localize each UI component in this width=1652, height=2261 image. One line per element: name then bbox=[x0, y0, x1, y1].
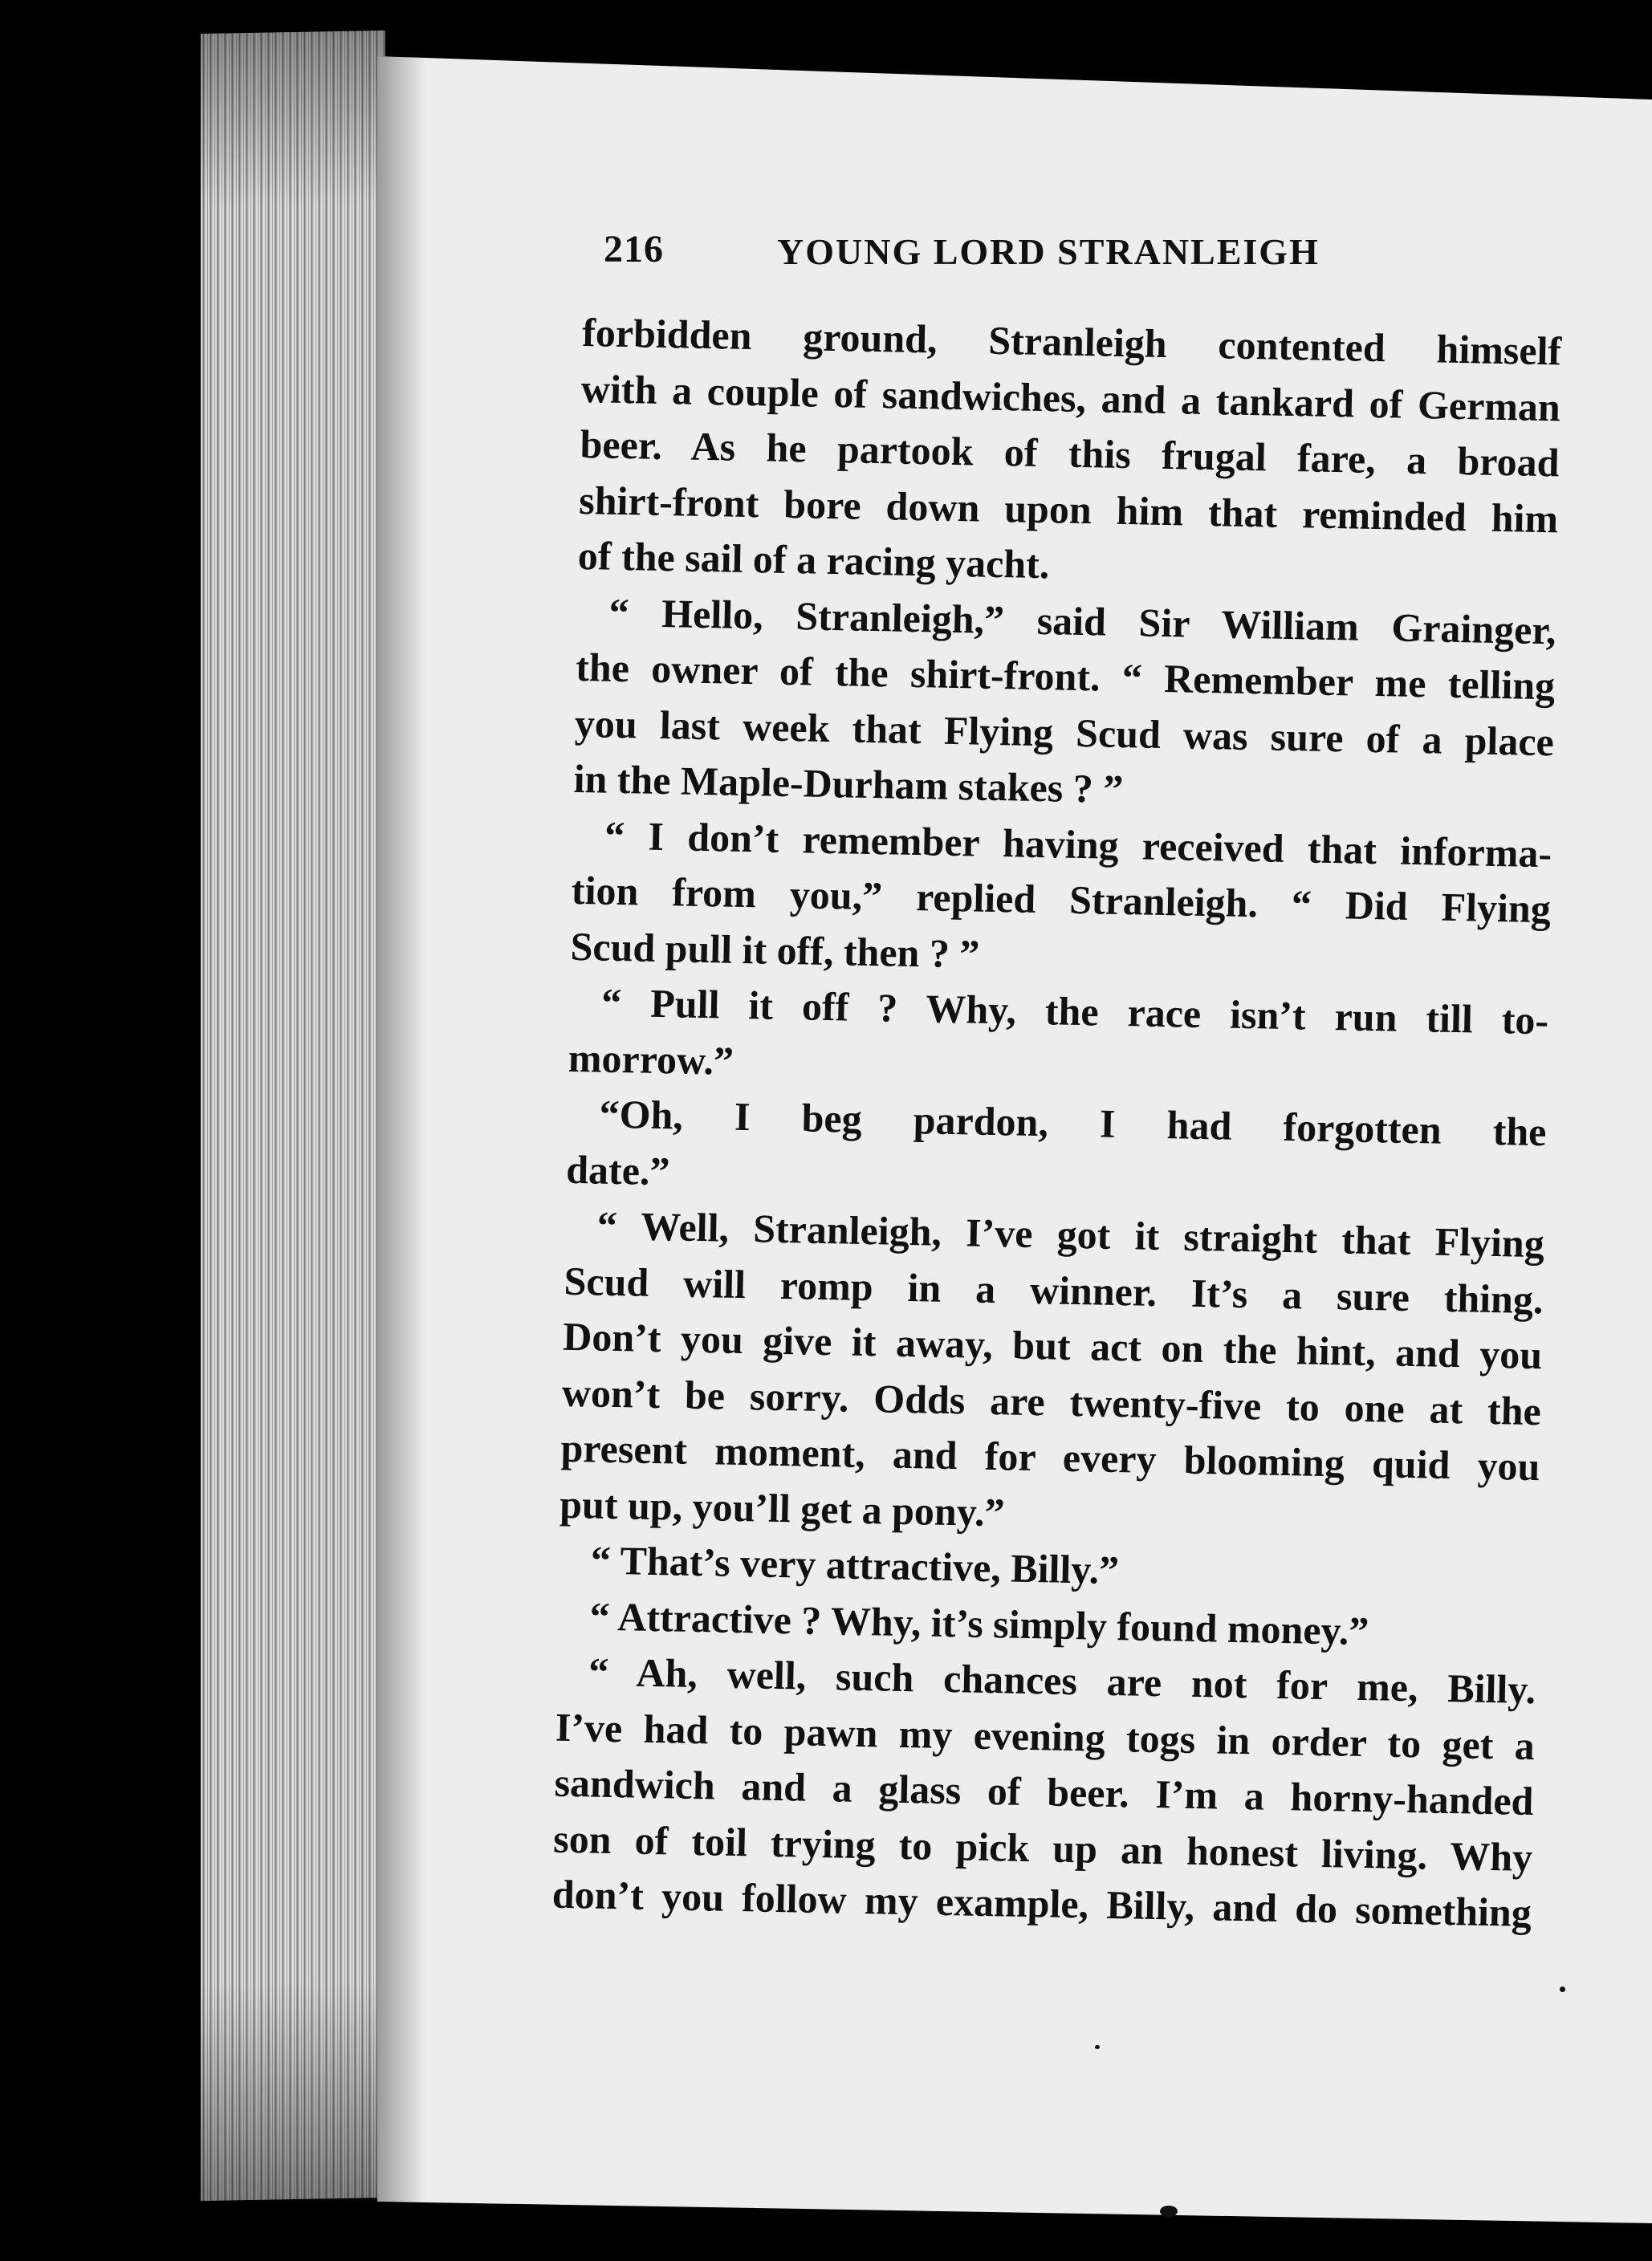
text-line: morrow.” bbox=[568, 1035, 734, 1084]
ink-speck bbox=[1160, 2206, 1178, 2217]
text-line: “ Attractive ? Why, it’s simply found money.” bbox=[589, 1592, 1369, 1653]
text-line: of the sail of a racing yacht. bbox=[577, 532, 1050, 588]
text-line: shirt-front bore down upon him that reminded him bbox=[578, 477, 1559, 541]
text-line: date.” bbox=[565, 1146, 671, 1194]
text-line: “Oh, I beg pardon, I had forgotten the bbox=[599, 1091, 1547, 1155]
text-line: “ Well, Stranleigh, I’ve got it straight that Flying bbox=[596, 1202, 1545, 1267]
text-line: forbidden ground, Stranleigh contented himself bbox=[581, 309, 1562, 374]
text-line: “ Ah, well, such chances are not for me, Billy. bbox=[588, 1649, 1536, 1713]
text-line: in the Maple-Durham stakes ? ” bbox=[573, 755, 1124, 812]
body-text bbox=[551, 305, 1561, 1942]
text-line: don’t you follow my example, Billy, and do something bbox=[551, 1871, 1532, 1936]
text-line: Don’t you give it away, but act on the hint, and you bbox=[562, 1313, 1543, 1378]
text-line: “ Hello, Stranleigh,” said Sir William Grainger, bbox=[608, 589, 1556, 653]
gutter-shadow bbox=[377, 56, 425, 2223]
text-line: beer. As he partook of this frugal fare, a broad bbox=[580, 421, 1560, 486]
text-line: you last week that Flying Scud was sure of a place bbox=[574, 700, 1555, 764]
text-line: Scud will romp in a winner. It’s a sure thing. bbox=[564, 1258, 1544, 1322]
ink-speck bbox=[1095, 2045, 1100, 2049]
text-line: the owner of the shirt-front. “ Remember me telling bbox=[575, 644, 1556, 709]
text-line: I’ve had to pawn my evening togs in order to get a bbox=[555, 1704, 1536, 1768]
text-line: with a couple of sandwiches, and a tankard of German bbox=[580, 365, 1561, 429]
text-line: “ I don’t remember having received that informa- bbox=[604, 812, 1552, 876]
page-number: 216 bbox=[604, 228, 664, 270]
text-line: “ Pull it off ? Why, the race isn’t run till to- bbox=[600, 979, 1549, 1043]
text-line: “ That’s very attractive, Billy.” bbox=[590, 1537, 1120, 1593]
text-line: put up, you’ll get a pony.” bbox=[559, 1481, 1006, 1535]
page-header bbox=[604, 227, 1406, 291]
text-line: present moment, and for every blooming quid you bbox=[560, 1425, 1540, 1490]
text-line: tion from you,” replied Stranleigh. “ Did Flying bbox=[571, 867, 1552, 932]
text-line: won’t be sorry. Odds are twenty-five to one at the bbox=[561, 1369, 1542, 1433]
book-page-edges bbox=[201, 30, 385, 2201]
ink-speck bbox=[1560, 1987, 1565, 1992]
text-line: son of toil trying to pick up an honest living. Why bbox=[552, 1816, 1533, 1880]
running-title: YOUNG LORD STRANLEIGH bbox=[777, 231, 1320, 272]
text-line: sandwich and a glass of beer. I’m a horny-handed bbox=[554, 1759, 1534, 1824]
text-line: Scud pull it off, then ? ” bbox=[570, 923, 980, 977]
